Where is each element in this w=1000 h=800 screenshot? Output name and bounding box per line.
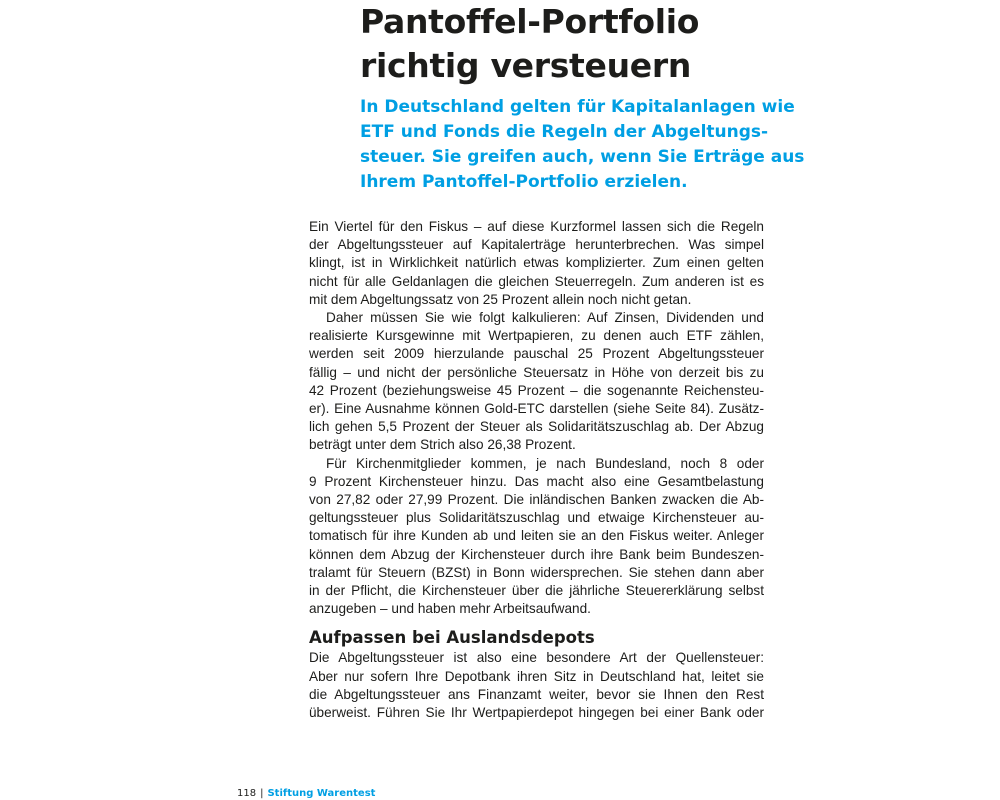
- title-line: Pantoffel-Portfolio: [360, 2, 700, 41]
- section-heading: Aufpassen bei Auslandsdepots: [309, 628, 595, 648]
- publisher-name: Stiftung Warentest: [267, 788, 376, 799]
- text-line: Daher müssen Sie wie folgt kalkulieren: Auf Zinsen, Dividenden und: [326, 310, 764, 326]
- page-number: 118: [237, 788, 257, 799]
- text-line: 9 Prozent Kirchensteuer hinzu. Das macht also eine Gesamtbelastung: [309, 473, 764, 489]
- text-line: Die Abgeltungssteuer ist also eine besondere Art der Quellensteuer:: [309, 650, 764, 666]
- lead-line: Ihrem Pantoffel-Portfolio erzielen.: [360, 172, 688, 192]
- text-line: in der Pflicht, die Kirchensteuer über die jährliche Steuererklärung selbst: [309, 583, 764, 599]
- text-line: die Abgeltungssteuer ans Finanzamt weiter, bevor sie Ihnen den Rest: [309, 686, 764, 702]
- title-line: richtig versteuern: [360, 46, 692, 85]
- text-line: 42 Prozent (beziehungsweise 45 Prozent – die sogenannte Reichensteu-: [309, 382, 764, 398]
- lead-line: In Deutschland gelten für Kapitalanlagen wie: [360, 97, 795, 117]
- text-line: Für Kirchenmitglieder kommen, je nach Bundesland, noch 8 oder: [326, 455, 764, 471]
- text-line: anzugeben – und haben mehr Arbeitsaufwand.: [309, 601, 591, 617]
- lead-line: ETF und Fonds die Regeln der Abgeltungs-: [360, 122, 769, 142]
- body-paragraph-4: [309, 649, 764, 722]
- article-body: [309, 218, 764, 722]
- text-line: tralamt für Steuern (BZSt) in Bonn widersprechen. Sie stehen dann aber: [309, 564, 764, 580]
- text-line: mit dem Abgeltungssatz von 25 Prozent allein noch nicht getan.: [309, 291, 692, 307]
- text-line: nicht für alle Geldanlagen die gleichen Steuerregeln. Zum anderen ist es: [309, 273, 764, 289]
- text-line: überweist. Führen Sie Ihr Wertpapierdepot hingegen bei einer Bank oder: [309, 705, 764, 721]
- text-line: von 27,82 oder 27,99 Prozent. Die inländischen Banken zwacken die Ab-: [309, 492, 764, 508]
- page-footer: [237, 787, 375, 800]
- text-line: Ein Viertel für den Fiskus – auf diese Kurzformel lassen sich die Regeln: [309, 219, 764, 234]
- text-line: lich gehen 5,5 Prozent der Steuer als Solidaritätszuschlag ab. Der Abzug: [309, 419, 764, 435]
- text-line: tomatisch für ihre Kunden ab und leiten sie an den Fiskus weiter. Anleger: [309, 528, 764, 544]
- text-line: der Abgeltungssteuer auf Kapitalerträge herunterbrechen. Was simpel: [309, 237, 764, 253]
- text-line: werden seit 2009 hierzulande pauschal 25 Prozent Abgeltungssteuer: [309, 346, 764, 362]
- text-line: können dem Abzug der Kirchensteuer durch ihre Bank beim Bundeszen-: [309, 546, 764, 562]
- text-line: realisierte Kursgewinne mit Wertpapieren, zu denen auch ETF zählen,: [309, 328, 764, 344]
- lead-paragraph: [360, 95, 805, 195]
- text-line: beträgt unter dem Strich also 26,38 Prozent.: [309, 437, 576, 453]
- text-line: klingt, ist in Wirklichkeit natürlich etwas komplizierter. Zum einen gelten: [309, 255, 764, 271]
- text-line: fällig – und nicht der persönliche Steuersatz in Höhe von derzeit bis zu: [309, 364, 764, 380]
- body-paragraph-1: [309, 218, 764, 309]
- text-line: geltungssteuer plus Solidaritätszuschlag und etwaige Kirchensteuer au-: [309, 510, 764, 526]
- body-paragraph-2: [309, 309, 764, 455]
- page-title: [360, 0, 860, 88]
- lead-line: steuer. Sie greifen auch, wenn Sie Erträge aus: [360, 147, 805, 167]
- body-paragraph-3: [309, 455, 764, 619]
- text-line: er). Eine Ausnahme können Gold-ETC darstellen (siehe Seite 84). Zusätz-: [309, 401, 764, 417]
- footer-separator: |: [260, 788, 264, 799]
- text-line: Aber nur sofern Ihre Depotbank ihren Sitz in Deutschland hat, leitet sie: [309, 668, 764, 684]
